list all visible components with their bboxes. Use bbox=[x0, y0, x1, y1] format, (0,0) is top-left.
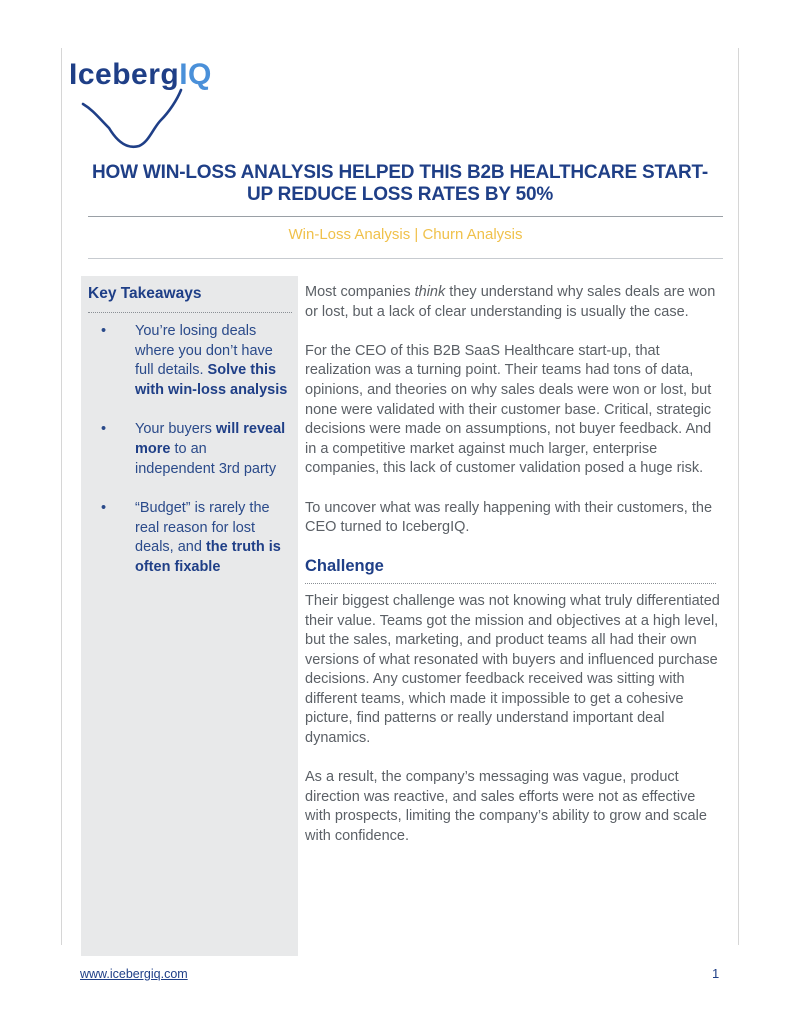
takeaway-emphasis: the truth is often fixable bbox=[135, 539, 281, 575]
context-paragraph: For the CEO of this B2B SaaS Healthcare start-up, that realization was a turning point. Their teams had tons of data, opinions, and theories on why sales deals were won or lost, but none were validated with their customer base. Critical, strategic decisions were made on assumptions, not buyer feedback. And in a competitive market against much larger, enterprise companies, this lack of customer validation posed a huge risk. bbox=[305, 342, 712, 477]
ceo-paragraph: To uncover what was really happening with their customers, the CEO turned to IcebergIQ. bbox=[305, 499, 713, 536]
key-takeaways-sidebar bbox=[81, 276, 298, 956]
subtitle-divider bbox=[88, 258, 723, 259]
icebergiq-logo[interactable] bbox=[69, 58, 229, 158]
page-border-right bbox=[738, 48, 739, 945]
logo-text-iq: IQ bbox=[179, 58, 212, 91]
iceberg-outline-icon bbox=[69, 58, 229, 158]
intro-paragraph bbox=[305, 283, 721, 322]
page-number: 1 bbox=[712, 966, 720, 981]
logo-text-iceberg: Iceberg bbox=[69, 58, 180, 91]
takeaway-item-2 bbox=[81, 420, 298, 479]
takeaway-item-1 bbox=[81, 322, 298, 400]
takeaway-text: You’re losing deals where you don’t have full details. bbox=[135, 323, 273, 379]
takeaway-emphasis: will reveal more bbox=[135, 421, 286, 457]
challenge-heading: Challenge bbox=[305, 557, 384, 576]
title-divider bbox=[88, 216, 723, 217]
challenge-paragraph-1: Their biggest challenge was not knowing what truly differentiated their value. Teams got the mission and objectives at a high level, but the sales, marketing, and product teams all had their own versions of what resonated with buyers and influenced purchase decisions. Any customer feedback received was sitting with different teams, which made it impossible to get a cohesive picture, find patterns or really understand important deal dynamics. bbox=[305, 592, 720, 747]
challenge-dotted-divider bbox=[305, 583, 716, 584]
takeaways-list bbox=[81, 322, 298, 598]
intro-text: they understand why sales deals are won or lost, but a lack of clear understanding is usually the case. bbox=[305, 284, 716, 320]
intro-text: Most companies bbox=[305, 284, 415, 300]
takeaway-text: to an independent 3rd party bbox=[135, 440, 277, 477]
bullet-icon: • bbox=[101, 500, 107, 517]
page-title: HOW WIN-LOSS ANALYSIS HELPED THIS B2B HEALTHCARE START-UP REDUCE LOSS RATES BY 50% bbox=[91, 162, 709, 205]
key-takeaways-heading: Key Takeaways bbox=[88, 285, 202, 302]
main-content bbox=[305, 283, 721, 847]
takeaway-item-3 bbox=[81, 499, 298, 577]
takeaway-emphasis: Solve this with win-loss analysis bbox=[135, 362, 288, 398]
page-subtitle: Win-Loss Analysis | Churn Analysis bbox=[288, 226, 523, 243]
intro-emphasis: think bbox=[414, 284, 446, 300]
page-border-left bbox=[61, 48, 62, 945]
bullet-icon: • bbox=[101, 323, 107, 339]
website-link[interactable]: www.icebergiq.com bbox=[80, 967, 188, 981]
bullet-icon: • bbox=[101, 421, 107, 438]
sidebar-dotted-divider bbox=[88, 312, 292, 313]
takeaway-text: “Budget” is rarely the real reason for lost deals, and bbox=[135, 500, 270, 556]
challenge-paragraph-2: As a result, the company’s messaging was vague, product direction was reactive, and sales efforts were not as effective with prospects, limiting the company’s ability to grow and scale with confidence. bbox=[305, 769, 707, 845]
takeaway-text: Your buyers bbox=[135, 421, 216, 438]
